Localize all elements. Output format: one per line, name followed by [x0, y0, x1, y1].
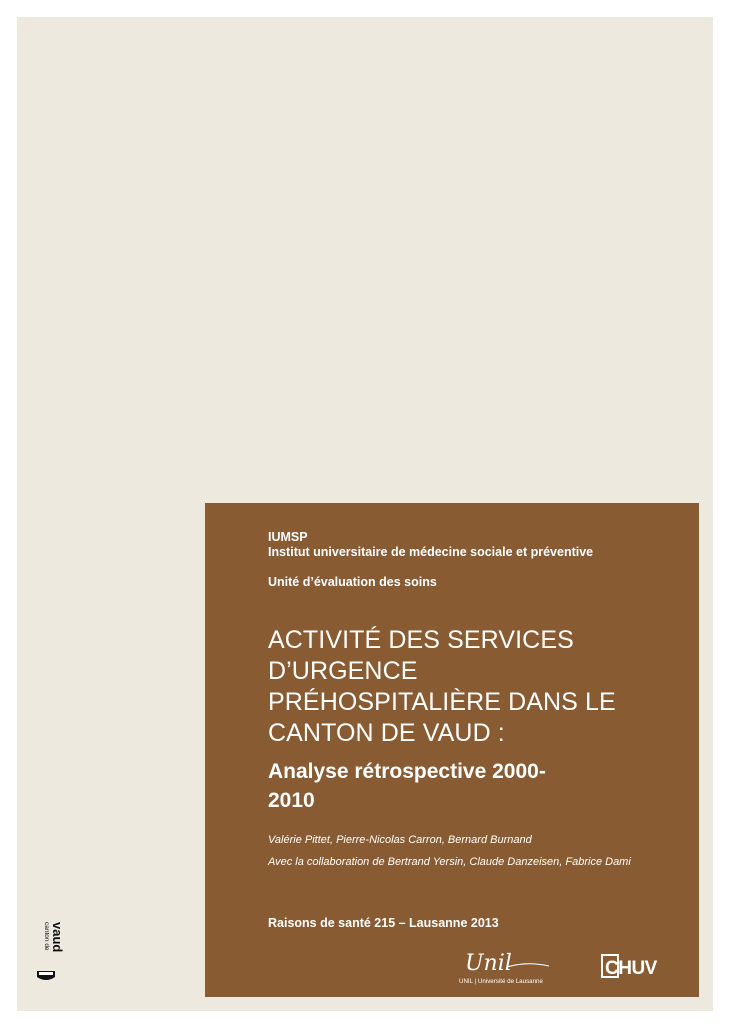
subtitle-line: 2010: [268, 789, 315, 812]
unil-wordmark: Unil: [465, 951, 512, 976]
report-title: [268, 625, 679, 749]
title-line: CANTON DE VAUD :: [268, 719, 505, 747]
unil-logo: [457, 950, 567, 986]
title-line: PRÉHOSPITALIÈRE DANS LE: [268, 688, 616, 716]
authors-main: Valérie Pittet, Pierre-Nicolas Carron, Bernard Burnand: [268, 834, 532, 846]
chuv-wordmark: CHUV: [605, 958, 657, 979]
authors-collaboration: Avec la collaboration de Bertrand Yersin, Claude Danzeisen, Fabrice Dami: [268, 856, 631, 868]
institute-acronym: IUMSP: [268, 530, 308, 544]
title-line: ACTIVITÉ DES SERVICES: [268, 626, 574, 654]
institute-block: [268, 530, 679, 560]
title-line: D’URGENCE: [268, 657, 418, 685]
vaud-small-label: canton de: [43, 922, 50, 951]
series-line: Raisons de santé 215 – Lausanne 2013: [268, 916, 499, 930]
unil-swoosh-icon: [507, 964, 549, 967]
authors-block: [268, 829, 679, 873]
chuv-logo: [600, 952, 664, 980]
subtitle-line: Analyse rétrospective 2000-: [268, 760, 546, 783]
vaud-shield-band-icon: [39, 972, 53, 975]
institute-name: Institut universitaire de médecine sociale et préventive: [268, 545, 594, 559]
report-subtitle: [268, 757, 679, 815]
vaud-wordmark: vaud: [50, 922, 65, 953]
unil-caption: UNIL | Université de Lausanne: [459, 978, 543, 985]
vaud-logo: [34, 920, 65, 984]
unit-name: Unité d’évaluation des soins: [268, 575, 437, 589]
title-panel: [205, 503, 699, 997]
